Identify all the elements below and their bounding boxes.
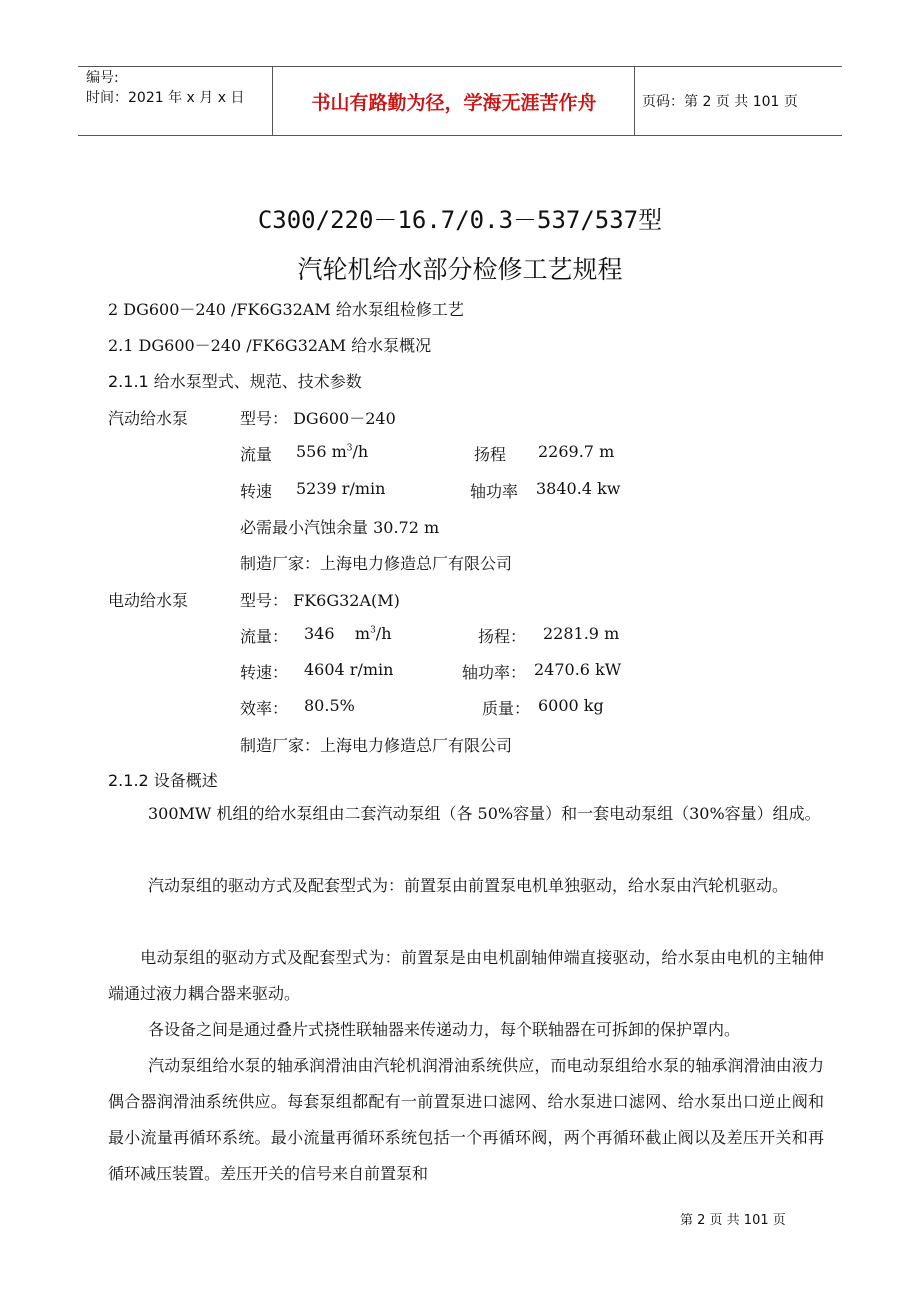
paragraph-4-text: 各设备之间是通过叠片式挠性联轴器来传递动力，每个联轴器在可拆卸的保护罩内。 [148, 1020, 741, 1039]
doc-title-line1: C300/220－16.7/0.3－537/537型 [257, 206, 663, 234]
pump2-flow-sup: 3 [370, 625, 376, 636]
section-2-1: 2.1 DG600－240 /FK6G32AM 给水泵概况 [108, 336, 432, 355]
pump2-speed-label: 转速： [240, 663, 289, 682]
paragraph-2 [108, 868, 824, 904]
pump1-head-value: 2269.7 m [538, 442, 615, 461]
header-top-rule [78, 66, 842, 67]
pump1-speed-label: 转速 [240, 482, 273, 501]
paragraph-5-text: 汽动泵组给水泵的轴承润滑油由汽轮机润滑油系统供应，而电动泵组给水泵的轴承润滑油由液力偶合器润滑油系统供应。每套泵组都配有一前置泵进口滤网、给水泵进口滤网、给水泵出口逆止阀和最小流量再循环系统。最小流量再循环系统包括一个再循环阀，两个再循环截止阀以及差压开关和再循环减压装置。差压开关的信号来自前置泵和 [108, 1056, 824, 1183]
header-motto: 书山有路勤为径，学海无涯苦作舟 [311, 92, 597, 114]
pump2-maker: 制造厂家：上海电力修造总厂有限公司 [240, 736, 513, 755]
pump2-model: 型号： FK6G32A(M) [240, 591, 400, 610]
pump1-model: 型号： DG600－240 [240, 409, 396, 428]
paragraph-5 [108, 1048, 824, 1192]
paragraph-4 [108, 1012, 824, 1048]
header-divider-2 [634, 67, 635, 135]
pump2-head-value: 2281.9 m [543, 624, 620, 643]
pump1-maker: 制造厂家：上海电力修造总厂有限公司 [240, 554, 513, 573]
paragraph-3 [108, 940, 824, 1012]
pump2-eff-value: 80.5% [304, 696, 355, 715]
pump2-flow [304, 624, 392, 643]
section-2-1-1: 2.1.1 给水泵型式、规范、技术参数 [108, 372, 362, 391]
pump2-flow-label: 流量： [240, 627, 289, 646]
footer-page-number: 第 2 页 共 101 页 [680, 1213, 786, 1228]
pump1-flow-sup: 3 [346, 443, 353, 454]
header-time: 时间：2021 年 x 月 x 日 [86, 90, 245, 106]
paragraph-1 [108, 796, 824, 832]
pump2-mass-label: 质量： [482, 699, 531, 718]
pump1-flow [296, 442, 368, 461]
pump1-flow-label: 流量 [240, 445, 273, 464]
pump2-head-label: 扬程： [478, 627, 527, 646]
pump1-speed-value: 5239 r/min [296, 479, 386, 498]
pump2-mass-value: 6000 kg [538, 696, 604, 715]
section-2-1-2: 2.1.2 设备概述 [108, 771, 218, 790]
header-page-info: 页码：第 2 页 共 101 页 [642, 94, 798, 110]
pump2-power-value: 2470.6 kW [534, 660, 622, 679]
pump1-power-value: 3840.4 kw [536, 479, 621, 498]
pump1-power-label: 轴功率 [470, 482, 519, 501]
paragraph-3-text: 电动泵组的驱动方式及配套型式为：前置泵是由电机副轴伸端直接驱动，给水泵由电机的主轴伸端通过液力耦合器来驱动。 [108, 948, 824, 1003]
header-meta [86, 68, 244, 108]
pump1-flow-unit: /h [352, 442, 369, 461]
pump2-speed-value: 4604 r/min [304, 660, 394, 679]
pump2-name: 电动给水泵 [108, 591, 189, 610]
pump2-flow-unit: /h [375, 624, 392, 643]
paragraph-2-text: 汽动泵组的驱动方式及配套型式为：前置泵由前置泵电机单独驱动，给水泵由汽轮机驱动。 [148, 876, 789, 895]
pump1-flow-value: 556 m [296, 442, 347, 461]
doc-title-line2: 汽轮机给水部分检修工艺规程 [297, 255, 623, 284]
header-code: 编号: [86, 70, 119, 86]
pump2-power-label: 轴功率： [462, 663, 527, 682]
header-divider-1 [272, 67, 273, 135]
pump1-npsh: 必需最小汽蚀余量 30.72 m [240, 518, 440, 537]
pump2-flow-value: 346 m [304, 624, 371, 643]
paragraph-1-text: 300MW 机组的给水泵组由二套汽动泵组（各 50%容量）和一套电动泵组（30%容量）组成。 [148, 804, 821, 823]
header-bottom-rule [78, 135, 842, 136]
pump1-head-label: 扬程 [474, 445, 507, 464]
section-2: 2 DG600－240 /FK6G32AM 给水泵组检修工艺 [108, 300, 464, 319]
pump1-name: 汽动给水泵 [108, 409, 189, 428]
pump2-eff-label: 效率： [240, 699, 289, 718]
